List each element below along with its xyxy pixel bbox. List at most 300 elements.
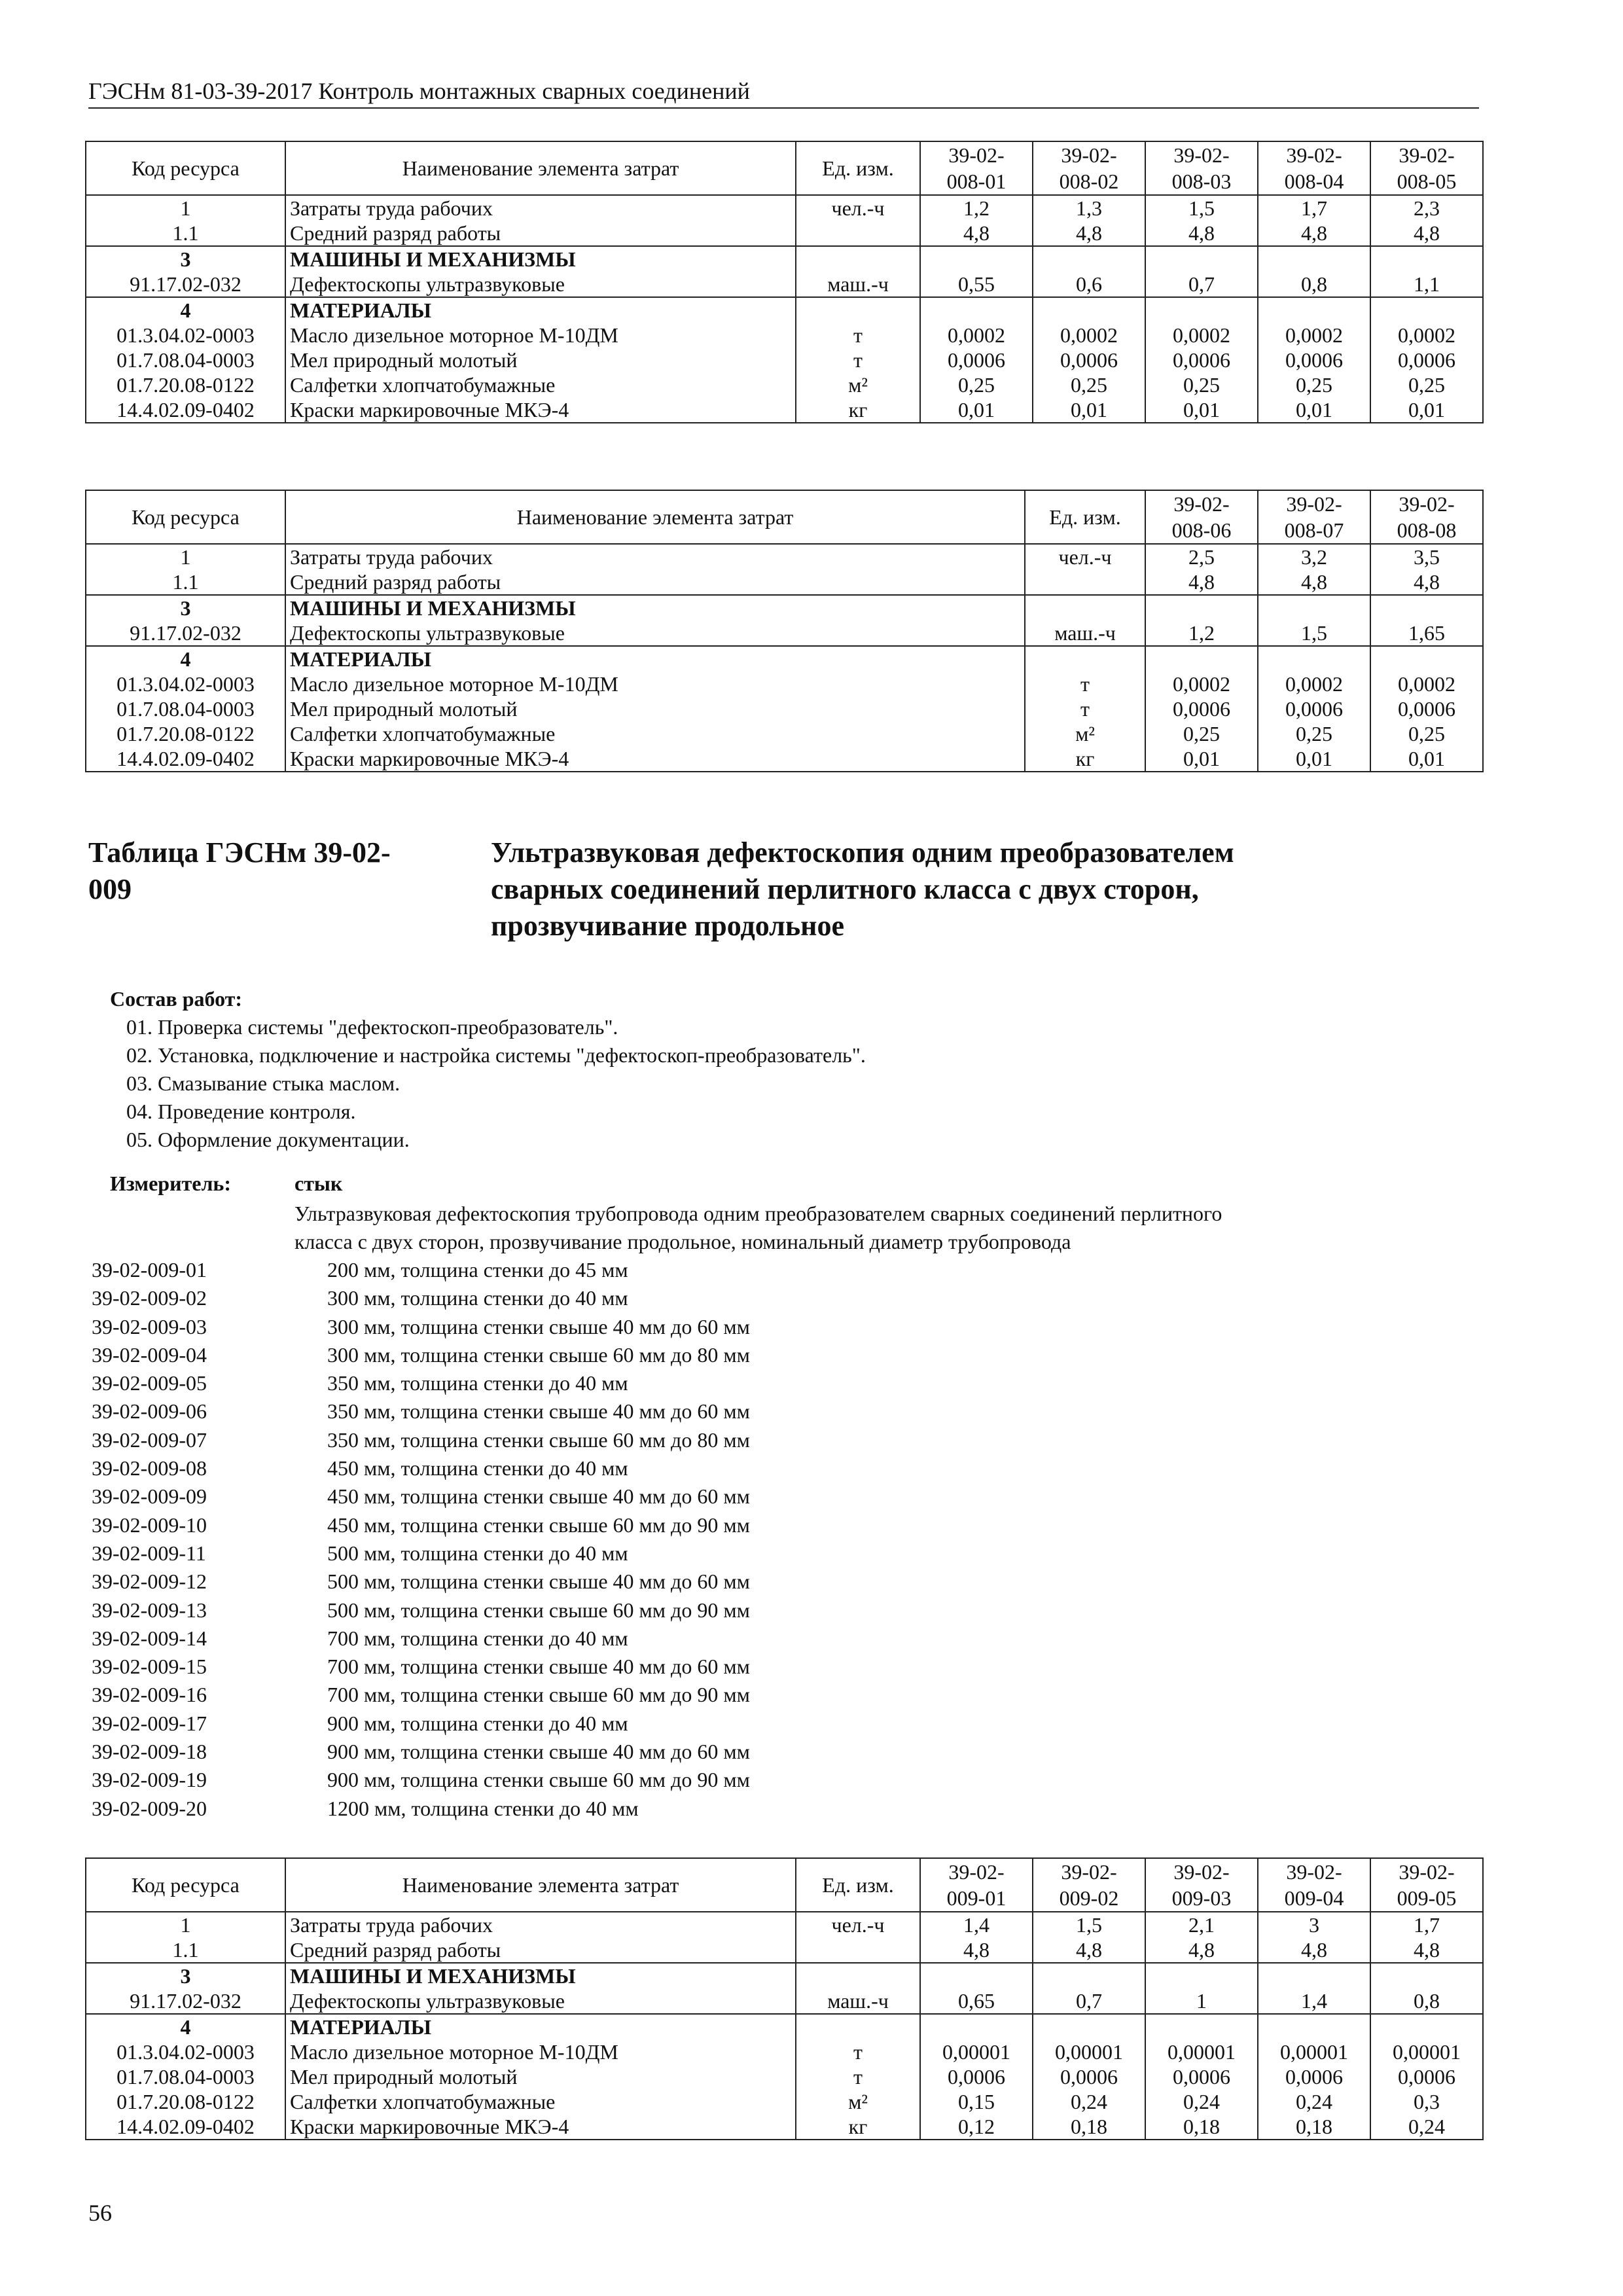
cell-value <box>1370 2014 1483 2039</box>
norm-code: 39-02-009-05 <box>92 1371 207 1395</box>
col-header-name: Наименование элемента затрат <box>285 141 796 195</box>
cell-name: МАШИНЫ И МЕХАНИЗМЫ <box>285 246 796 272</box>
cell-value: 0,8 <box>1370 1988 1483 2014</box>
cell-value: 4,8 <box>1145 569 1258 595</box>
cell-value: 0,25 <box>1145 721 1258 746</box>
norm-code: 39-02-009-19 <box>92 1768 207 1792</box>
cell-code: 1.1 <box>86 221 285 246</box>
list-item <box>92 1341 1466 1369</box>
cell-value <box>1145 246 1258 272</box>
cell-value: 0,01 <box>920 397 1033 423</box>
cell-name: МАШИНЫ И МЕХАНИЗМЫ <box>285 1963 796 1988</box>
table-header-row <box>86 1858 1483 1912</box>
list-item <box>92 1284 1466 1312</box>
cell-value: 0,0002 <box>1258 672 1370 696</box>
cell-value <box>1258 595 1370 620</box>
cell-value: 0,01 <box>1033 397 1145 423</box>
col-header-rate: 39-02- 009-03 <box>1145 1858 1258 1912</box>
cell-value <box>1033 2014 1145 2039</box>
list-item <box>92 1568 1466 1596</box>
cell-name: Затраты труда рабочих <box>285 195 796 221</box>
norm-code: 39-02-009-08 <box>92 1456 207 1480</box>
table-row <box>86 2089 1483 2114</box>
list-item <box>92 1795 1466 1823</box>
cell-unit: маш.-ч <box>1025 620 1145 646</box>
cell-value: 0,25 <box>1258 372 1370 397</box>
norm-code: 39-02-009-06 <box>92 1399 207 1424</box>
cell-value: 0,0002 <box>1145 672 1258 696</box>
norm-code: 39-02-009-13 <box>92 1598 207 1622</box>
col-header-code: Код ресурса <box>86 1858 285 1912</box>
col-header-name: Наименование элемента затрат <box>285 1858 796 1912</box>
cell-value: 1 <box>1145 1988 1258 2014</box>
cell-value <box>1370 1963 1483 1988</box>
cell-value: 4,8 <box>1258 1937 1370 1963</box>
cell-value: 1,2 <box>1145 620 1258 646</box>
cell-value: 1,5 <box>1033 1912 1145 1937</box>
cell-name: Средний разряд работы <box>285 221 796 246</box>
cell-unit: т <box>796 348 920 372</box>
cell-code: 1.1 <box>86 1937 285 1963</box>
table-header-row <box>86 141 1483 195</box>
list-item <box>92 1738 1466 1766</box>
list-item <box>92 1766 1466 1794</box>
norm-description: 300 мм, толщина стенки свыше 40 мм до 60 мм <box>327 1314 750 1338</box>
cell-name: Дефектоскопы ультразвуковые <box>285 272 796 297</box>
cell-name: МАТЕРИАЛЫ <box>285 297 796 323</box>
cell-code: 14.4.02.09-0402 <box>86 2114 285 2140</box>
col-header-rate: 39-02- 009-04 <box>1258 1858 1370 1912</box>
col-header-rate: 39-02- 008-05 <box>1370 141 1483 195</box>
cell-name: Затраты труда рабочих <box>285 544 1025 569</box>
list-item <box>92 1256 1466 1284</box>
table-row <box>86 1937 1483 1963</box>
table-row <box>86 746 1483 772</box>
cell-value: 0,0002 <box>1145 323 1258 348</box>
cell-value: 0,0002 <box>1033 323 1145 348</box>
cell-value: 4,8 <box>1145 1937 1258 1963</box>
cell-value <box>1145 1963 1258 1988</box>
cell-name: Мел природный молотый <box>285 348 796 372</box>
norm-description: 900 мм, толщина стенки до 40 мм <box>327 1711 628 1735</box>
cell-value: 4,8 <box>1033 1937 1145 1963</box>
cell-code: 91.17.02-032 <box>86 272 285 297</box>
cell-unit: чел.-ч <box>796 195 920 221</box>
cell-value: 4,8 <box>1258 569 1370 595</box>
norm-code: 39-02-009-18 <box>92 1740 207 1764</box>
col-header-rate: 39-02- 009-02 <box>1033 1858 1145 1912</box>
cell-unit <box>796 297 920 323</box>
norm-code: 39-02-009-12 <box>92 1570 207 1594</box>
col-header-code: Код ресурса <box>86 490 285 544</box>
cell-unit: т <box>796 323 920 348</box>
cell-value: 0,0006 <box>1258 696 1370 721</box>
cell-value: 4,8 <box>920 221 1033 246</box>
norm-description: 700 мм, толщина стенки свыше 40 мм до 60 мм <box>327 1655 750 1679</box>
norm-description: 450 мм, толщина стенки свыше 60 мм до 90 мм <box>327 1513 750 1537</box>
cell-value <box>920 246 1033 272</box>
cell-value: 4,8 <box>1033 221 1145 246</box>
cell-value: 1,7 <box>1258 195 1370 221</box>
list-item <box>92 1369 1466 1397</box>
norm-description: 700 мм, толщина стенки до 40 мм <box>327 1626 628 1650</box>
col-header-rate: 39-02- 009-05 <box>1370 1858 1483 1912</box>
cell-value: 3 <box>1258 1912 1370 1937</box>
cell-value: 0,0006 <box>1145 2064 1258 2089</box>
norm-description: 450 мм, толщина стенки свыше 40 мм до 60 мм <box>327 1484 750 1509</box>
cell-unit: т <box>796 2064 920 2089</box>
norm-description: 350 мм, толщина стенки свыше 40 мм до 60 мм <box>327 1399 750 1424</box>
col-header-rate: 39-02- 008-01 <box>920 141 1033 195</box>
cell-name: Дефектоскопы ультразвуковые <box>285 1988 796 2014</box>
cell-value: 0,0006 <box>1370 2064 1483 2089</box>
cell-code: 01.7.08.04-0003 <box>86 696 285 721</box>
cell-code: 3 <box>86 595 285 620</box>
cell-value: 0,0006 <box>920 348 1033 372</box>
col-header-unit: Ед. изм. <box>796 141 920 195</box>
cell-code: 1 <box>86 544 285 569</box>
cell-name: Масло дизельное моторное М-10ДМ <box>285 672 1025 696</box>
norm-code: 39-02-009-04 <box>92 1342 207 1367</box>
norm-code: 39-02-009-10 <box>92 1513 207 1537</box>
col-header-code: Код ресурса <box>86 141 285 195</box>
cell-value <box>1145 646 1258 672</box>
cell-code: 14.4.02.09-0402 <box>86 746 285 772</box>
cell-value <box>1370 595 1483 620</box>
cell-name: Мел природный молотый <box>285 2064 796 2089</box>
cell-unit: чел.-ч <box>1025 544 1145 569</box>
table-row <box>86 272 1483 297</box>
norm-description: 200 мм, толщина стенки до 45 мм <box>327 1258 628 1282</box>
norm-code: 39-02-009-02 <box>92 1286 207 1310</box>
cell-code: 4 <box>86 646 285 672</box>
cell-value: 0,0006 <box>1145 696 1258 721</box>
cell-value: 0,0002 <box>920 323 1033 348</box>
cell-name: Краски маркировочные МКЭ-4 <box>285 2114 796 2140</box>
cell-code: 3 <box>86 1963 285 1988</box>
cell-value: 3,2 <box>1258 544 1370 569</box>
table-row <box>86 2014 1483 2039</box>
cell-value: 0,01 <box>1370 397 1483 423</box>
cell-unit: маш.-ч <box>796 1988 920 2014</box>
table-row <box>86 323 1483 348</box>
cell-name: Краски маркировочные МКЭ-4 <box>285 397 796 423</box>
cell-value: 4,8 <box>1258 221 1370 246</box>
cell-value: 0,0002 <box>1370 672 1483 696</box>
cell-value <box>1258 646 1370 672</box>
norm-description: 900 мм, толщина стенки свыше 40 мм до 60 мм <box>327 1740 750 1764</box>
cell-value: 0,15 <box>920 2089 1033 2114</box>
cell-name: Затраты труда рабочих <box>285 1912 796 1937</box>
col-header-unit: Ед. изм. <box>796 1858 920 1912</box>
cell-name: Дефектоскопы ультразвуковые <box>285 620 1025 646</box>
cell-name: Масло дизельное моторное М-10ДМ <box>285 323 796 348</box>
cell-value <box>1145 2014 1258 2039</box>
cell-value: 0,25 <box>1370 721 1483 746</box>
cell-code: 91.17.02-032 <box>86 620 285 646</box>
cell-value: 0,65 <box>920 1988 1033 2014</box>
cell-unit: маш.-ч <box>796 272 920 297</box>
table-title-heading: Ультразвуковая дефектоскопия одним преобразователем сварных соединений перлитного класса с двух сторон, прозвучивание продольное <box>491 836 1234 942</box>
cell-name: Средний разряд работы <box>285 1937 796 1963</box>
cell-value <box>920 2014 1033 2039</box>
col-header-rate: 39-02- 009-01 <box>920 1858 1033 1912</box>
cell-unit: кг <box>796 397 920 423</box>
norm-code: 39-02-009-01 <box>92 1258 207 1282</box>
table-row <box>86 1912 1483 1937</box>
table-row <box>86 595 1483 620</box>
cell-unit: т <box>1025 672 1145 696</box>
cell-code: 91.17.02-032 <box>86 1988 285 2014</box>
cell-value: 4,8 <box>1370 1937 1483 1963</box>
table-row <box>86 569 1483 595</box>
cell-value: 0,00001 <box>1033 2039 1145 2064</box>
table-header-row <box>86 490 1483 544</box>
table-row <box>86 672 1483 696</box>
cell-value <box>1258 2014 1370 2039</box>
norm-description: 500 мм, толщина стенки свыше 40 мм до 60 мм <box>327 1570 750 1594</box>
list-item <box>92 1624 1466 1653</box>
cell-value: 1,65 <box>1370 620 1483 646</box>
norm-code: 39-02-009-20 <box>92 1796 207 1820</box>
cell-value: 4,8 <box>1370 569 1483 595</box>
table-row <box>86 1963 1483 1988</box>
table-row <box>86 372 1483 397</box>
cell-value: 1,5 <box>1258 620 1370 646</box>
norm-code-list <box>92 1256 1466 1823</box>
norm-code: 39-02-009-17 <box>92 1711 207 1735</box>
cell-value: 0,25 <box>1145 372 1258 397</box>
cell-value: 0,3 <box>1370 2089 1483 2114</box>
cell-value: 1,4 <box>1258 1988 1370 2014</box>
cell-value: 0,24 <box>1370 2114 1483 2140</box>
cell-code: 1.1 <box>86 569 285 595</box>
work-item: 01. Проверка системы "дефектоскоп-преобразователь". <box>126 1015 618 1039</box>
list-item <box>92 1482 1466 1511</box>
norm-description: 500 мм, толщина стенки до 40 мм <box>327 1541 628 1565</box>
table-row <box>86 721 1483 746</box>
list-item <box>92 1653 1466 1681</box>
cell-unit <box>796 1963 920 1988</box>
cell-code: 4 <box>86 2014 285 2039</box>
work-item: 03. Смазывание стыка маслом. <box>126 1071 401 1095</box>
table-row <box>86 246 1483 272</box>
measure-unit: стык <box>294 1172 343 1195</box>
list-item <box>92 1426 1466 1454</box>
cell-value: 0,12 <box>920 2114 1033 2140</box>
cell-value: 0,01 <box>1145 397 1258 423</box>
cell-code: 14.4.02.09-0402 <box>86 397 285 423</box>
col-header-rate: 39-02- 008-03 <box>1145 141 1258 195</box>
page-header: ГЭСНм 81-03-39-2017 Контроль монтажных сварных соединений <box>88 77 1479 109</box>
table-row <box>86 348 1483 372</box>
cell-value <box>1258 1963 1370 1988</box>
cell-unit: м² <box>796 2089 920 2114</box>
cell-code: 1 <box>86 195 285 221</box>
cell-code: 01.3.04.02-0003 <box>86 672 285 696</box>
page-number: 56 <box>88 2200 112 2226</box>
cell-unit: т <box>1025 696 1145 721</box>
cell-value: 0,0006 <box>1033 2064 1145 2089</box>
norm-description: 1200 мм, толщина стенки до 40 мм <box>327 1796 639 1820</box>
cell-value: 0,01 <box>1370 746 1483 772</box>
cell-unit: кг <box>1025 746 1145 772</box>
cell-code: 1 <box>86 1912 285 1937</box>
work-item: 05. Оформление документации. <box>126 1128 410 1151</box>
cell-value: 1,3 <box>1033 195 1145 221</box>
cell-value: 0,00001 <box>1258 2039 1370 2064</box>
cell-value: 1,7 <box>1370 1912 1483 1937</box>
cell-code: 01.3.04.02-0003 <box>86 323 285 348</box>
cell-value: 0,0006 <box>1145 348 1258 372</box>
cell-value: 0,0006 <box>1258 348 1370 372</box>
cell-name: Масло дизельное моторное М-10ДМ <box>285 2039 796 2064</box>
cell-value <box>1258 297 1370 323</box>
col-header-rate: 39-02- 008-06 <box>1145 490 1258 544</box>
cell-code: 01.7.08.04-0003 <box>86 2064 285 2089</box>
table-number-heading: Таблица ГЭСНм 39-02- 009 <box>88 836 391 905</box>
cell-unit <box>796 2014 920 2039</box>
cell-name: Мел природный молотый <box>285 696 1025 721</box>
cell-value: 0,55 <box>920 272 1033 297</box>
cell-unit <box>1025 646 1145 672</box>
work-composition <box>110 985 866 1154</box>
table-row <box>86 2114 1483 2140</box>
cell-code: 4 <box>86 297 285 323</box>
table-row <box>86 1988 1483 2014</box>
cell-value: 0,01 <box>1258 397 1370 423</box>
cell-code: 01.7.08.04-0003 <box>86 348 285 372</box>
cell-code: 01.3.04.02-0003 <box>86 2039 285 2064</box>
cell-value: 0,00001 <box>920 2039 1033 2064</box>
cell-value: 0,18 <box>1033 2114 1145 2140</box>
cell-value: 0,01 <box>1145 746 1258 772</box>
resource-table-008-1 <box>85 141 1484 423</box>
cell-value: 0,7 <box>1145 272 1258 297</box>
cell-code: 01.7.20.08-0122 <box>86 372 285 397</box>
cell-code: 01.7.20.08-0122 <box>86 2089 285 2114</box>
norm-code: 39-02-009-09 <box>92 1484 207 1509</box>
col-header-rate: 39-02- 008-07 <box>1258 490 1370 544</box>
cell-value: 0,0006 <box>1258 2064 1370 2089</box>
cell-value: 0,0006 <box>920 2064 1033 2089</box>
cell-value: 0,01 <box>1258 746 1370 772</box>
norm-code: 39-02-009-03 <box>92 1314 207 1338</box>
cell-value: 0,18 <box>1145 2114 1258 2140</box>
norm-code: 39-02-009-07 <box>92 1427 207 1452</box>
measure-label: Измеритель: <box>110 1172 231 1195</box>
work-heading: Состав работ: <box>110 987 243 1011</box>
cell-value: 4,8 <box>1370 221 1483 246</box>
table-row <box>86 2064 1483 2089</box>
table-row <box>86 620 1483 646</box>
cell-value <box>1370 297 1483 323</box>
cell-code: 01.7.20.08-0122 <box>86 721 285 746</box>
table-row <box>86 221 1483 246</box>
work-item: 02. Установка, подключение и настройка системы "дефектоскоп-преобразователь". <box>126 1043 866 1067</box>
cell-value <box>1145 297 1258 323</box>
norm-description: 300 мм, толщина стенки свыше 60 мм до 80 мм <box>327 1342 750 1367</box>
cell-value: 1,4 <box>920 1912 1033 1937</box>
cell-value: 0,0006 <box>1033 348 1145 372</box>
cell-unit: чел.-ч <box>796 1912 920 1937</box>
cell-unit <box>796 246 920 272</box>
col-header-rate: 39-02- 008-04 <box>1258 141 1370 195</box>
cell-name: Краски маркировочные МКЭ-4 <box>285 746 1025 772</box>
cell-value <box>1145 595 1258 620</box>
cell-value: 1,5 <box>1145 195 1258 221</box>
work-item: 04. Проведение контроля. <box>126 1100 356 1123</box>
col-header-name: Наименование элемента затрат <box>285 490 1025 544</box>
table-row <box>86 646 1483 672</box>
norm-description: 350 мм, толщина стенки до 40 мм <box>327 1371 628 1395</box>
list-item <box>92 1511 1466 1539</box>
cell-value: 2,5 <box>1145 544 1258 569</box>
cell-value: 3,5 <box>1370 544 1483 569</box>
cell-value: 4,8 <box>920 1937 1033 1963</box>
col-header-unit: Ед. изм. <box>1025 490 1145 544</box>
cell-value: 0,0006 <box>1370 348 1483 372</box>
cell-unit: м² <box>796 372 920 397</box>
cell-value <box>920 1963 1033 1988</box>
norm-description: 500 мм, толщина стенки свыше 60 мм до 90 мм <box>327 1598 750 1622</box>
norm-code: 39-02-009-15 <box>92 1655 207 1679</box>
cell-unit: т <box>796 2039 920 2064</box>
table-row <box>86 696 1483 721</box>
table-row <box>86 195 1483 221</box>
measure-description: Ультразвуковая дефектоскопия трубопровода одним преобразователем сварных соединений перлитного класса с двух сторон, прозвучивание продольное, номинальный диаметр трубопровода <box>294 1202 1222 1253</box>
cell-value: 0,24 <box>1033 2089 1145 2114</box>
cell-name: Салфетки хлопчатобумажные <box>285 2089 796 2114</box>
list-item <box>92 1710 1466 1738</box>
cell-name: МАТЕРИАЛЫ <box>285 2014 796 2039</box>
cell-name: МАТЕРИАЛЫ <box>285 646 1025 672</box>
cell-value: 0,25 <box>920 372 1033 397</box>
cell-value: 0,24 <box>1145 2089 1258 2114</box>
list-item <box>92 1454 1466 1482</box>
norm-description: 350 мм, толщина стенки свыше 60 мм до 80 мм <box>327 1427 750 1452</box>
table-row <box>86 544 1483 569</box>
table-row <box>86 397 1483 423</box>
norm-code: 39-02-009-11 <box>92 1541 206 1565</box>
cell-name: Салфетки хлопчатобумажные <box>285 721 1025 746</box>
cell-value <box>1258 246 1370 272</box>
cell-unit <box>796 221 920 246</box>
norm-code: 39-02-009-14 <box>92 1626 207 1650</box>
norm-description: 300 мм, толщина стенки до 40 мм <box>327 1286 628 1310</box>
cell-value <box>920 297 1033 323</box>
cell-value: 0,25 <box>1370 372 1483 397</box>
cell-name: МАШИНЫ И МЕХАНИЗМЫ <box>285 595 1025 620</box>
cell-name: Салфетки хлопчатобумажные <box>285 372 796 397</box>
cell-value: 0,7 <box>1033 1988 1145 2014</box>
list-item <box>92 1596 1466 1624</box>
table-row <box>86 297 1483 323</box>
cell-value: 0,00001 <box>1145 2039 1258 2064</box>
list-item <box>92 1313 1466 1341</box>
norm-code: 39-02-009-16 <box>92 1683 207 1707</box>
cell-value: 0,18 <box>1258 2114 1370 2140</box>
cell-code: 3 <box>86 246 285 272</box>
cell-unit <box>1025 569 1145 595</box>
cell-value: 1,2 <box>920 195 1033 221</box>
cell-value: 0,8 <box>1258 272 1370 297</box>
cell-value <box>1033 246 1145 272</box>
col-header-rate: 39-02- 008-08 <box>1370 490 1483 544</box>
cell-value: 0,6 <box>1033 272 1145 297</box>
list-item <box>92 1539 1466 1568</box>
cell-unit: м² <box>1025 721 1145 746</box>
